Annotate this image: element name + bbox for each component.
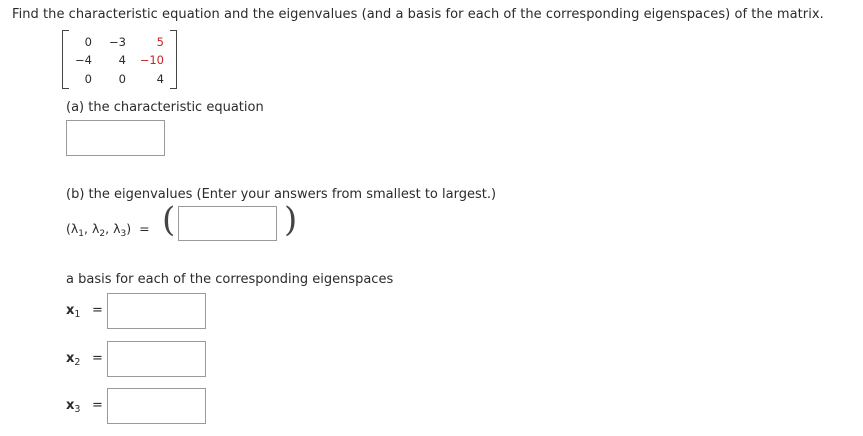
- characteristic-equation-input[interactable]: [66, 120, 165, 156]
- eigenvector-x1-input[interactable]: [107, 293, 206, 329]
- x1-symbol: x: [66, 303, 75, 318]
- lambda-3-subscript: 3: [120, 229, 127, 239]
- matrix-cell-3-3: 4: [156, 72, 164, 86]
- lambda-1: λ: [70, 221, 79, 236]
- answer-open-paren: (: [162, 200, 176, 240]
- open-paren: (: [66, 221, 71, 236]
- eigenvector-x2-input[interactable]: [107, 341, 206, 377]
- answer-close-paren: ): [284, 200, 298, 240]
- x3-subscript: 3: [74, 404, 81, 415]
- close-paren: ): [126, 221, 132, 236]
- question-text: Find the characteristic equation and the eigenvalues (and a basis for each of the corresponding eigenspaces) of the matrix.: [12, 7, 824, 22]
- part-a-label: (a) the characteristic equation: [66, 100, 264, 115]
- lambda-2: λ: [91, 221, 100, 236]
- x1-equals: =: [92, 303, 103, 318]
- matrix-cell-2-2: 4: [118, 53, 126, 67]
- comma-2: ,: [105, 221, 114, 236]
- equals-sign: =: [139, 221, 150, 236]
- matrix: [62, 29, 177, 89]
- eigenvalue-tuple-label: [66, 221, 150, 239]
- lambda-3: λ: [113, 221, 121, 236]
- x1-label: [66, 303, 80, 320]
- x3-label: [66, 398, 80, 415]
- x2-equals: =: [92, 351, 103, 366]
- x3-symbol: x: [66, 398, 75, 413]
- x2-label: [66, 351, 80, 368]
- matrix-right-bracket: [170, 30, 177, 89]
- comma-1: ,: [84, 221, 92, 236]
- x2-symbol: x: [66, 351, 75, 366]
- matrix-cell-1-3: 5: [156, 35, 164, 49]
- matrix-cell-2-3: −10: [139, 53, 164, 67]
- matrix-cell-3-2: 0: [118, 72, 126, 86]
- x2-subscript: 2: [74, 357, 81, 368]
- part-b-label: (b) the eigenvalues (Enter your answers from smallest to largest.): [66, 187, 497, 202]
- lambda-2-subscript: 2: [99, 229, 106, 239]
- eigenvalues-input[interactable]: [178, 206, 277, 241]
- x1-subscript: 1: [74, 309, 81, 320]
- x3-equals: =: [92, 398, 103, 413]
- basis-label: a basis for each of the corresponding eigenspaces: [66, 272, 394, 287]
- matrix-cell-1-2: −3: [109, 35, 126, 49]
- lambda-1-subscript: 1: [78, 229, 85, 239]
- matrix-cell-3-1: 0: [84, 72, 92, 86]
- matrix-cell-2-1: −4: [75, 53, 92, 67]
- eigenvector-x3-input[interactable]: [107, 388, 206, 424]
- matrix-cell-1-1: 0: [84, 35, 92, 49]
